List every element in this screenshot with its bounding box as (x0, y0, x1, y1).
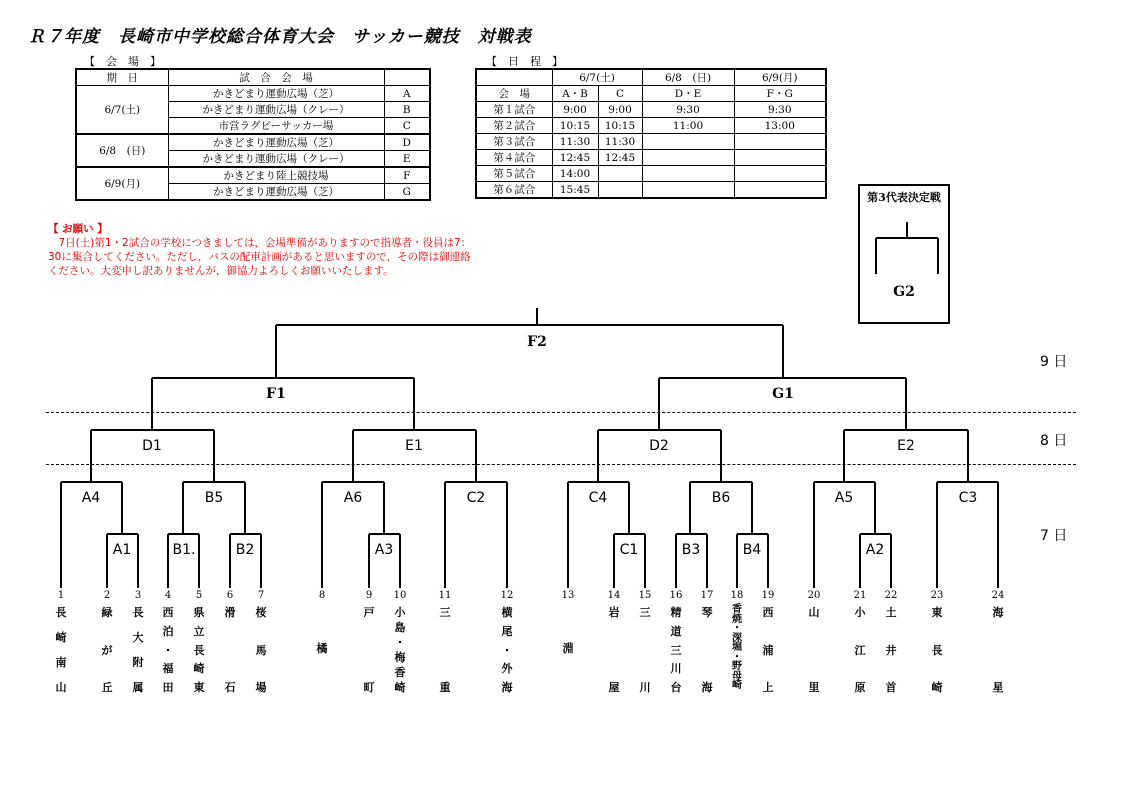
team-name-char: 深 (732, 632, 742, 644)
schedule-match-label: 第３試合 (476, 134, 552, 150)
venue-code: C (384, 118, 430, 135)
schedule-time: 13:00 (734, 118, 826, 134)
venue-header-venue: 試 合 会 場 (168, 69, 384, 86)
team-name-char: 道 (670, 625, 682, 638)
team-name-char: 焼 (732, 613, 742, 625)
team-name-char: 江 (854, 644, 866, 657)
venue-code: A (384, 86, 430, 102)
venue-header-date: 期 日 (76, 69, 168, 86)
team-name-char: 淵 (562, 642, 574, 655)
team-name-char: 西 (762, 606, 774, 619)
team-name-char: 長 (193, 644, 205, 657)
team-name-char: 屋 (608, 681, 620, 694)
venue-code: F (384, 167, 430, 184)
team-name-char: 横 (501, 606, 513, 619)
team-name-char: 西 (162, 606, 174, 619)
team-name (100, 604, 114, 694)
team-name-char: ・ (732, 651, 742, 663)
team-name (853, 604, 867, 694)
team-name-char: 浦 (762, 644, 774, 657)
team-name-char: 馬 (255, 644, 267, 657)
team-name-char: 橘 (316, 642, 328, 655)
round-label-a2: A2 (865, 542, 885, 558)
round-label-c4: C4 (588, 490, 608, 506)
team-name-char: 海 (992, 606, 1004, 619)
team-name (561, 604, 575, 688)
round-label-a4: A4 (81, 490, 101, 506)
round-label-d1: D1 (142, 438, 162, 454)
team-name-char: 崎 (55, 631, 67, 644)
team-name-char: 岩 (608, 606, 620, 619)
team-name-char: 場 (255, 681, 267, 694)
venue-date: 6/8 (日) (76, 134, 168, 167)
venue-date: 6/9(月) (76, 167, 168, 200)
team-name-char: 里 (808, 681, 820, 694)
team-name-char: が (101, 644, 113, 657)
team-number: 2 (103, 590, 111, 601)
venue-name: 市営ラグビーサッカー場 (168, 118, 384, 135)
round-label-a3: A3 (374, 542, 394, 558)
team-name-char: 三 (639, 606, 651, 619)
venue-name: かきどまり運動広場（芝） (168, 86, 384, 102)
venue-name: かきどまり運動広場（芝） (168, 134, 384, 151)
team-name-char: 長 (55, 606, 67, 619)
schedule-section-heading: 【 日 程 】 (486, 55, 563, 68)
schedule-match-label: 第２試合 (476, 118, 552, 134)
team-name-char: 小 (394, 606, 406, 619)
team-name-char: 外 (501, 662, 513, 675)
team-number: 3 (134, 590, 142, 601)
venue-code: G (384, 184, 430, 201)
team-name-char: 精 (670, 606, 682, 619)
team-name-char: 南 (55, 656, 67, 669)
team-number: 10 (393, 590, 407, 601)
team-name (254, 604, 268, 694)
team-name (223, 604, 237, 694)
team-number: 5 (195, 590, 203, 601)
team-name-char: 附 (132, 656, 144, 669)
schedule-time: 10:15 (552, 118, 598, 134)
team-name (638, 604, 652, 694)
round-label-b6: B6 (711, 490, 731, 506)
schedule-date: 6/7(土) (552, 69, 642, 86)
team-name (362, 604, 376, 694)
team-name-char: 属 (132, 681, 144, 694)
schedule-time: 9:30 (642, 102, 734, 118)
schedule-time: 12:45 (598, 150, 642, 166)
schedule-time: 11:30 (598, 134, 642, 150)
team-number: 12 (500, 590, 514, 601)
team-name-char: 福 (162, 662, 174, 675)
third-place-caption: 第3代表決定戦 (867, 191, 941, 204)
team-name-char: 川 (670, 662, 682, 675)
round-label-c3: C3 (958, 490, 978, 506)
team-name-char: 山 (808, 606, 820, 619)
team-name-char: 崎 (394, 681, 406, 694)
team-name-char: 井 (885, 644, 897, 657)
team-name-char: ・ (501, 644, 513, 657)
round-label-g1: G1 (772, 386, 794, 402)
venue-name: かきどまり運動広場（クレー） (168, 102, 384, 118)
schedule-time: 11:30 (552, 134, 598, 150)
round-label-a5: A5 (834, 490, 854, 506)
round-label-b5: B5 (204, 490, 224, 506)
day-label-8: 8 日 (1040, 433, 1068, 449)
team-name-char: 香 (394, 666, 406, 679)
team-name-char: 三 (439, 606, 451, 619)
team-name-char: 梅 (394, 651, 406, 664)
team-name (192, 604, 206, 694)
team-name-char: 島 (394, 621, 406, 634)
team-number: 20 (807, 590, 821, 601)
team-name (761, 604, 775, 694)
team-name (131, 604, 145, 694)
team-name (669, 604, 683, 694)
team-number: 11 (438, 590, 452, 601)
team-name-char: 丘 (101, 681, 113, 694)
venue-code: D (384, 134, 430, 151)
team-name (730, 604, 744, 691)
round-label-c1: C1 (619, 542, 639, 558)
notice-body: 7日(土)第1・2試合の学校につきましては，会場準備がありますので指導者・役員は7：30に集合してください。ただし，バスの配車計画があると思いますので，その際は御連絡ください。大変申し訳ありませんが，御協力よろしくお願いいたします。 (48, 237, 472, 277)
page-title: Ｒ７年度 長崎市中学校総合体育大会 サッカー競技 対戦表 (28, 27, 532, 47)
team-name-char: 泊 (162, 625, 174, 638)
schedule-venue: C (598, 86, 642, 102)
team-name-char: 県 (193, 606, 205, 619)
team-name (315, 604, 329, 688)
team-name-char: 崎 (931, 681, 943, 694)
team-name-char: 町 (363, 681, 375, 694)
day-label-7: 7 日 (1040, 528, 1068, 544)
team-name-char: 台 (670, 681, 682, 694)
team-name-char: 桜 (255, 606, 267, 619)
schedule-time: 12:45 (552, 150, 598, 166)
schedule-match-label: 第４試合 (476, 150, 552, 166)
notice-heading: 【 お願い 】 (48, 223, 108, 235)
team-name (393, 604, 407, 694)
team-name-char: 立 (193, 625, 205, 638)
team-name-char: 海 (701, 681, 713, 694)
team-name (500, 604, 514, 694)
team-number: 8 (318, 590, 326, 601)
team-name (807, 604, 821, 694)
team-name-char: 小 (854, 606, 866, 619)
team-number: 7 (257, 590, 265, 601)
team-name-char: 原 (854, 681, 866, 694)
schedule-time: 9:00 (598, 102, 642, 118)
schedule-date: 6/9(月) (734, 69, 826, 86)
team-name-char: 長 (931, 644, 943, 657)
schedule-time: 14:00 (552, 166, 598, 182)
venue-section-heading: 【 会 場 】 (84, 55, 161, 68)
schedule-date: 6/8 (日) (642, 69, 734, 86)
team-name-char: 滑 (224, 606, 236, 619)
team-name-char: 野 (732, 661, 742, 672)
round-label-d2: D2 (649, 438, 669, 454)
schedule-venue: F・G (734, 86, 826, 102)
team-name (700, 604, 714, 694)
day-label-9: 9 日 (1040, 354, 1068, 370)
team-number: 15 (638, 590, 652, 601)
team-name-char: 首 (885, 681, 897, 694)
team-name-char: 緑 (101, 606, 113, 619)
team-name-char: ・ (732, 623, 742, 634)
venue-code: B (384, 102, 430, 118)
round-label-a6: A6 (343, 490, 363, 506)
team-number: 16 (669, 590, 683, 601)
team-number: 23 (930, 590, 944, 601)
venue-name: かきどまり陸上競技場 (168, 167, 384, 184)
team-name-char: 重 (439, 681, 451, 694)
venue-name: かきどまり運動広場（クレー） (168, 151, 384, 168)
team-name-char: 海 (501, 681, 513, 694)
team-number: 14 (607, 590, 621, 601)
venue-date: 6/7(土) (76, 86, 168, 135)
third-place-label: G2 (893, 284, 915, 300)
team-number: 4 (164, 590, 172, 601)
team-name-char: 石 (224, 681, 236, 694)
team-number: 6 (226, 590, 234, 601)
team-name-char: 崎 (193, 662, 205, 675)
schedule-time: 10:15 (598, 118, 642, 134)
schedule-time: 9:00 (552, 102, 598, 118)
schedule-time: 15:45 (552, 182, 598, 199)
round-label-b3: B3 (681, 542, 701, 558)
team-name-char: 堀 (732, 642, 742, 653)
round-label-c2: C2 (466, 490, 486, 506)
team-name-char: 戸 (363, 606, 375, 619)
team-name-char: ・ (162, 644, 174, 657)
team-name (991, 604, 1005, 694)
round-label-e1: E1 (405, 438, 423, 454)
round-label-f1: F1 (266, 386, 286, 402)
team-number: 21 (853, 590, 867, 601)
team-name-char: 尾 (501, 625, 513, 638)
team-name-char: 東 (193, 681, 205, 694)
team-name-char: 大 (132, 631, 144, 644)
round-label-b1: B1. (172, 542, 196, 558)
team-name-char: 上 (762, 681, 774, 694)
team-number: 22 (884, 590, 898, 601)
team-name-char: 三 (670, 644, 682, 657)
team-name-char: 崎 (732, 680, 742, 691)
team-name (54, 604, 68, 694)
team-number: 19 (761, 590, 775, 601)
team-number: 9 (365, 590, 373, 601)
team-name-char: 長 (132, 606, 144, 619)
schedule-venue-label: 会 場 (476, 86, 552, 102)
team-name-char: 香 (732, 604, 742, 615)
team-name-char: 土 (885, 606, 897, 619)
schedule-venue: D・E (642, 86, 734, 102)
schedule-match-label: 第１試合 (476, 102, 552, 118)
venue-name: かきどまり運動広場（芝） (168, 184, 384, 201)
team-name-char: 東 (931, 606, 943, 619)
team-name-char: 琴 (701, 606, 713, 619)
round-label-b4: B4 (742, 542, 762, 558)
team-name-char: 星 (992, 681, 1004, 694)
team-number: 13 (561, 590, 575, 601)
schedule-time: 11:00 (642, 118, 734, 134)
team-name (607, 604, 621, 694)
team-number: 18 (730, 590, 744, 601)
schedule-venue: A・B (552, 86, 598, 102)
team-name-char: 川 (639, 681, 651, 694)
team-name (930, 604, 944, 694)
team-name (438, 604, 452, 694)
round-label-b2: B2 (235, 542, 255, 558)
venue-code: E (384, 151, 430, 168)
team-number: 1 (57, 590, 65, 601)
schedule-match-label: 第６試合 (476, 182, 552, 199)
round-label-f2: F2 (527, 334, 547, 350)
team-name-char: 田 (162, 681, 174, 694)
schedule-time: 9:30 (734, 102, 826, 118)
team-name-char: ・ (394, 636, 406, 649)
schedule-match-label: 第５試合 (476, 166, 552, 182)
team-name (884, 604, 898, 694)
team-number: 24 (991, 590, 1005, 601)
team-name-char: 山 (55, 681, 67, 694)
round-label-e2: E2 (897, 438, 915, 454)
team-name (161, 604, 175, 694)
round-label-a1: A1 (112, 542, 132, 558)
team-name-char: 母 (732, 670, 742, 682)
team-number: 17 (700, 590, 714, 601)
